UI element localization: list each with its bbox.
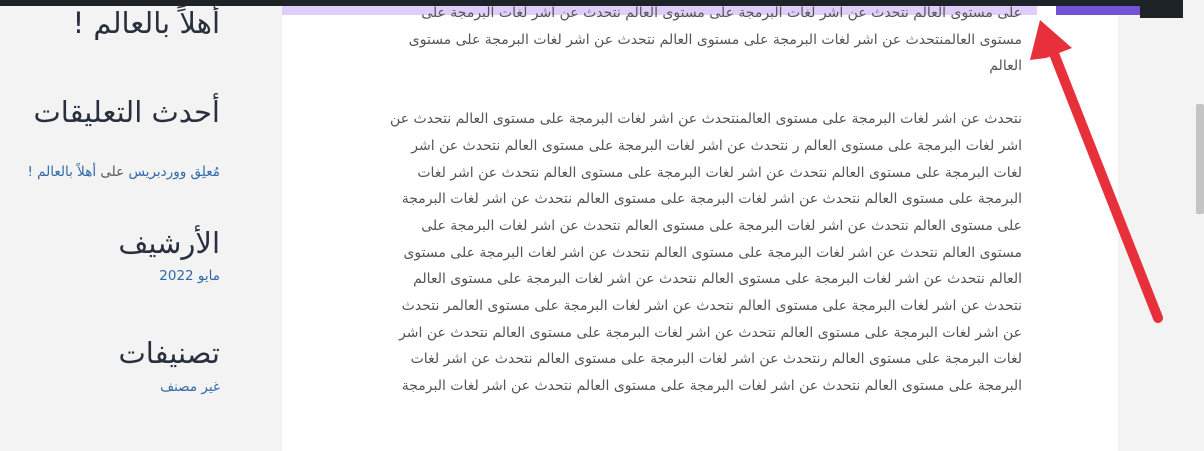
paragraph-2: نتحدث عن اشر لغات البرمجة على مستوى العالمنتحدث عن اشر لغات البرمجة على مستوى العالم نتحدث عن اشر لغات البرمجة على مستوى العالم ر نتحدث عن اشر لغات البرمجة على مستوى العالم نتحدث عن اشر لغات البرمجة على مستوى العالم نتحدث عن اشر لغات البرمجة على مستوى العالم نتحدث عن اشر لغات البرمجة على مستوى العالم نتحدث عن اشر لغات البرمجة على مستوى العالم نتحدث عن اشر لغات البرمجة على مستوى العالم نتحدث عن اشر لغات البرمجة على مستوى العالم نتحدث عن اشر لغات البرمجة على مستوى العالم نتحدث عن اشر لغات البرمجة على مستوى العالم نتحدث عن اشر لغات البرمجة على مستوى العالم نتحدث عن اشر لغات البرمجة على مستوى العالم نتحدث عن اشر لغات البرمجة على مستوى العالم نتحدث عن اشر لغات البرمجة على مستوى العالم نتحدث عن اشر لغات البرمجة على مستوى العالمر نتحدث عن اشر لغات البرمجة على مستوى العالم نتحدث عن اشر لغات البرمجة على مستوى العالم نتحدث عن اشر لغات البرمجة على مستوى العالم رنتحدث عن اشر لغات البرمجة على مستوى العالم نتحدث عن اشر لغات البرمجة على مستوى العالم نتحدث عن اشر لغات البرمجة على مستوى العالم نتحدث عن اشر لغات البرمجة	[390, 111, 1022, 395]
reading-progress-end	[1056, 6, 1140, 15]
categories-heading: تصنيفات	[118, 336, 220, 370]
recent-comments-heading: أحدث التعليقات	[33, 95, 220, 129]
recent-comment-item	[27, 164, 220, 180]
paragraph-1: على مستوى العالم نتحدث عن اشر لغات البرمجة على مستوى العالم نتحدث عن اشر لغات البرمجة على مستوى العالمنتحدث عن اشر لغات البرمجة على مستوى العالم نتحدث عن اشر لغات البرمجة على مستوى العالم	[408, 5, 1022, 75]
main-content	[282, 5, 1118, 451]
comment-on-text: على	[100, 164, 125, 180]
comment-post-link[interactable]: أهلاً بالعالم !	[27, 164, 97, 180]
scrollbar-thumb[interactable]	[1196, 104, 1204, 214]
archives-heading: الأرشيف	[118, 226, 220, 260]
comment-author-link[interactable]: مُعلِق ووردبريس	[128, 164, 220, 180]
recent-post-link[interactable]: أهلاً بالعالم !	[72, 6, 220, 40]
archive-link-may-2022[interactable]: مايو 2022	[159, 268, 220, 284]
post-content	[382, 0, 1022, 426]
toolbar-edge	[1140, 0, 1183, 18]
scrollbar-track[interactable]	[1183, 0, 1204, 451]
category-link-uncategorized[interactable]: غير مصنف	[160, 379, 220, 395]
